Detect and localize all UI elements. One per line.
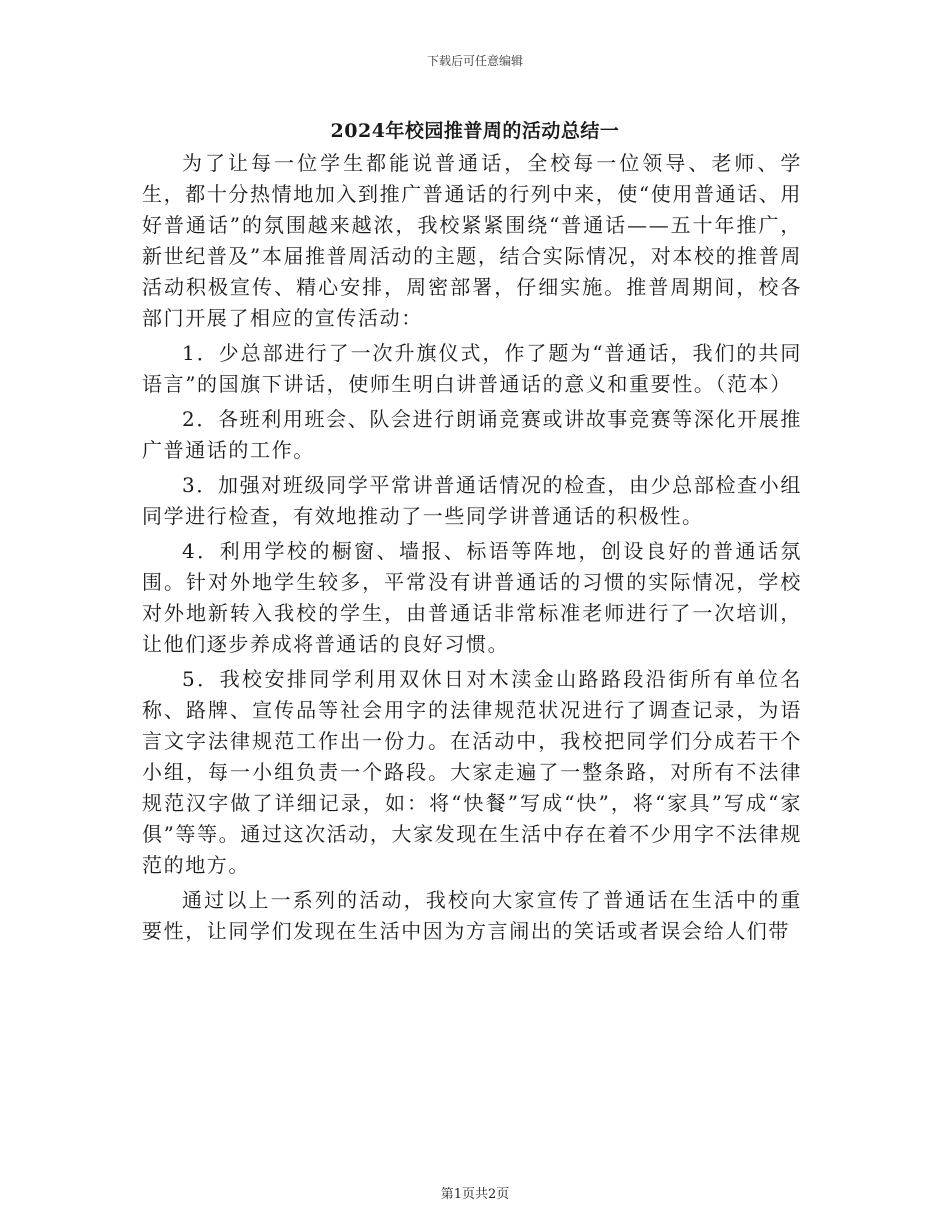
paragraph-item-3: 3．加强对班级同学平常讲普通话情况的检查，由少总部检查小组同学进行检查，有效地推动了一些同学讲普通话的积极性。 (142, 473, 802, 528)
paragraph-conclusion: 通过以上一系列的活动，我校向大家宣传了普通话在生活中的重要性，让同学们发现在生活中因为方言闹出的笑话或者误会给人们带 (142, 888, 802, 943)
document-body (142, 148, 802, 951)
paragraph-item-2: 2．各班利用班会、队会进行朗诵竞赛或讲故事竞赛等深化开展推广普通话的工作。 (142, 407, 802, 462)
paragraph-item-4: 4．利用学校的橱窗、墙报、标语等阵地，创设良好的普通话氛围。针对外地学生较多，平常没有讲普通话的习惯的实际情况，学校对外地新转入我校的学生，由普通话非常标准老师进行了一次培训，让他们逐步养成将普通话的良好习惯。 (142, 539, 802, 656)
paragraph-intro: 为了让每一位学生都能说普通话，全校每一位领导、老师、学生，都十分热情地加入到推广普通话的行列中来，使“使用普通话、用好普通话”的氛围越来越浓，我校紧紧围绕“普通话——五十年推广，新世纪普及”本届推普周活动的主题，结合实际情况，对本校的推普周活动积极宣传、精心安排，周密部署，仔细实施。推普周期间，校各部门开展了相应的宣传活动： (142, 151, 802, 330)
page-header-note: 下载后可任意编辑 (426, 54, 523, 68)
paragraph-item-5: 5．我校安排同学利用双休日对木渎金山路路段沿街所有单位名称、路牌、宣传品等社会用字的法律规范状况进行了调查记录，为语言文字法律规范工作出一份力。在活动中，我校把同学们分成若干个小组，每一小组负责一个路段。大家走遍了一整条路，对所有不法律规范汉字做了详细记录，如：将“快餐”写成“快”，将“家具”写成“家俱”等等。通过这次活动，大家发现在生活中存在着不少用字不法律规范的地方。 (142, 667, 802, 877)
page-number-footer: 第1页共2页 (440, 1187, 510, 1202)
paragraph-item-1: 1．少总部进行了一次升旗仪式，作了题为“普通话，我们的共同语言”的国旗下讲话，使师生明白讲普通话的意义和重要性。（范本） (142, 341, 802, 396)
document-title: 2024年校园推普周的活动总结一 (330, 120, 620, 142)
